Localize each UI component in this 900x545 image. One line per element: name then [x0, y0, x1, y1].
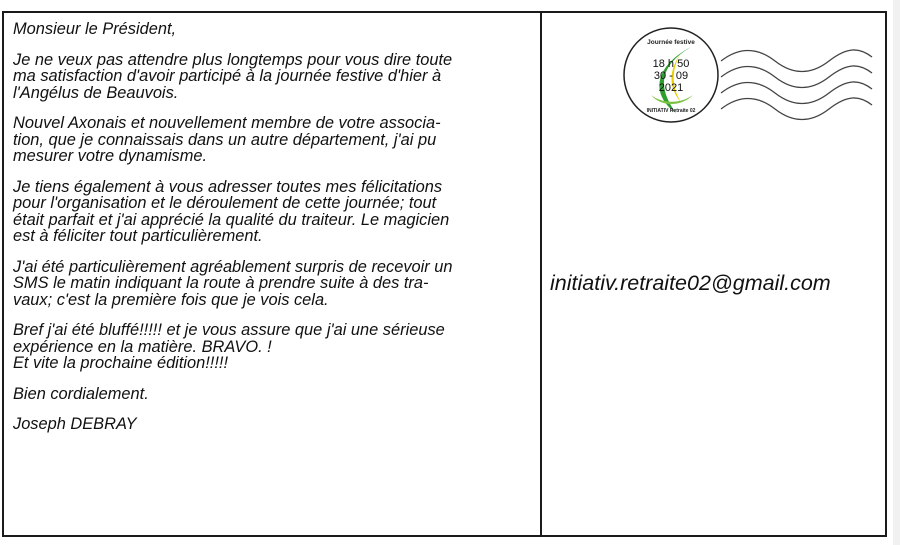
postmark-stamp: [621, 25, 721, 125]
address-email: initiativ.retraite02@gmail.com: [550, 271, 831, 295]
closing: Bien cordialement.: [13, 384, 149, 403]
letter-paragraph-3: Je tiens également à vous adresser toutes mes félicitations pour l'organisation et le déroulement de cette journée; tout était parfait et j'ai apprécié la qualité du traiteur. Le magicien est à féliciter tout particulièrement.: [13, 177, 450, 245]
letter-paragraph-2: Nouvel Axonais et nouvellement membre de votre associa- tion, que je connaissais dans un autre département, j'ai pu mesurer votre dynamisme.: [13, 114, 441, 165]
postcard: [2, 11, 887, 537]
stamp-top-text: Journée festive: [647, 39, 695, 46]
stamp-year: 2021: [658, 82, 684, 94]
scrollbar[interactable]: [893, 0, 900, 545]
stamp-date: 30 - 09: [653, 70, 689, 82]
letter-paragraph-1: Je ne veux pas attendre plus longtemps pour vous dire toute ma satisfaction d'avoir participé à la journée festive d'hier à l'Angélus de Beauvois.: [13, 50, 453, 102]
letter-body: [13, 21, 533, 447]
postmark-wavy-lines: [719, 43, 874, 123]
letter-paragraph-4: J'ai été particulièrement agréablement surpris de recevoir un SMS le matin indiquant la route à prendre suite à des tra- vaux; c'est la première fois que je vois cela.: [13, 257, 453, 309]
letter-paragraph-5: Bref j'ai été bluffé!!!!! et je vous assure que j'ai une sérieuse expérience en la matière. BRAVO. ! Et vite la prochaine édition!!!!!: [13, 321, 445, 372]
stamp-time: 18 h 50: [652, 58, 690, 70]
greeting: Monsieur le Président,: [13, 20, 177, 38]
postcard-divider: [540, 13, 542, 535]
signature: Joseph DEBRAY: [13, 415, 137, 433]
stamp-bottom-text: INITIATIV Retraite 02: [646, 108, 696, 114]
